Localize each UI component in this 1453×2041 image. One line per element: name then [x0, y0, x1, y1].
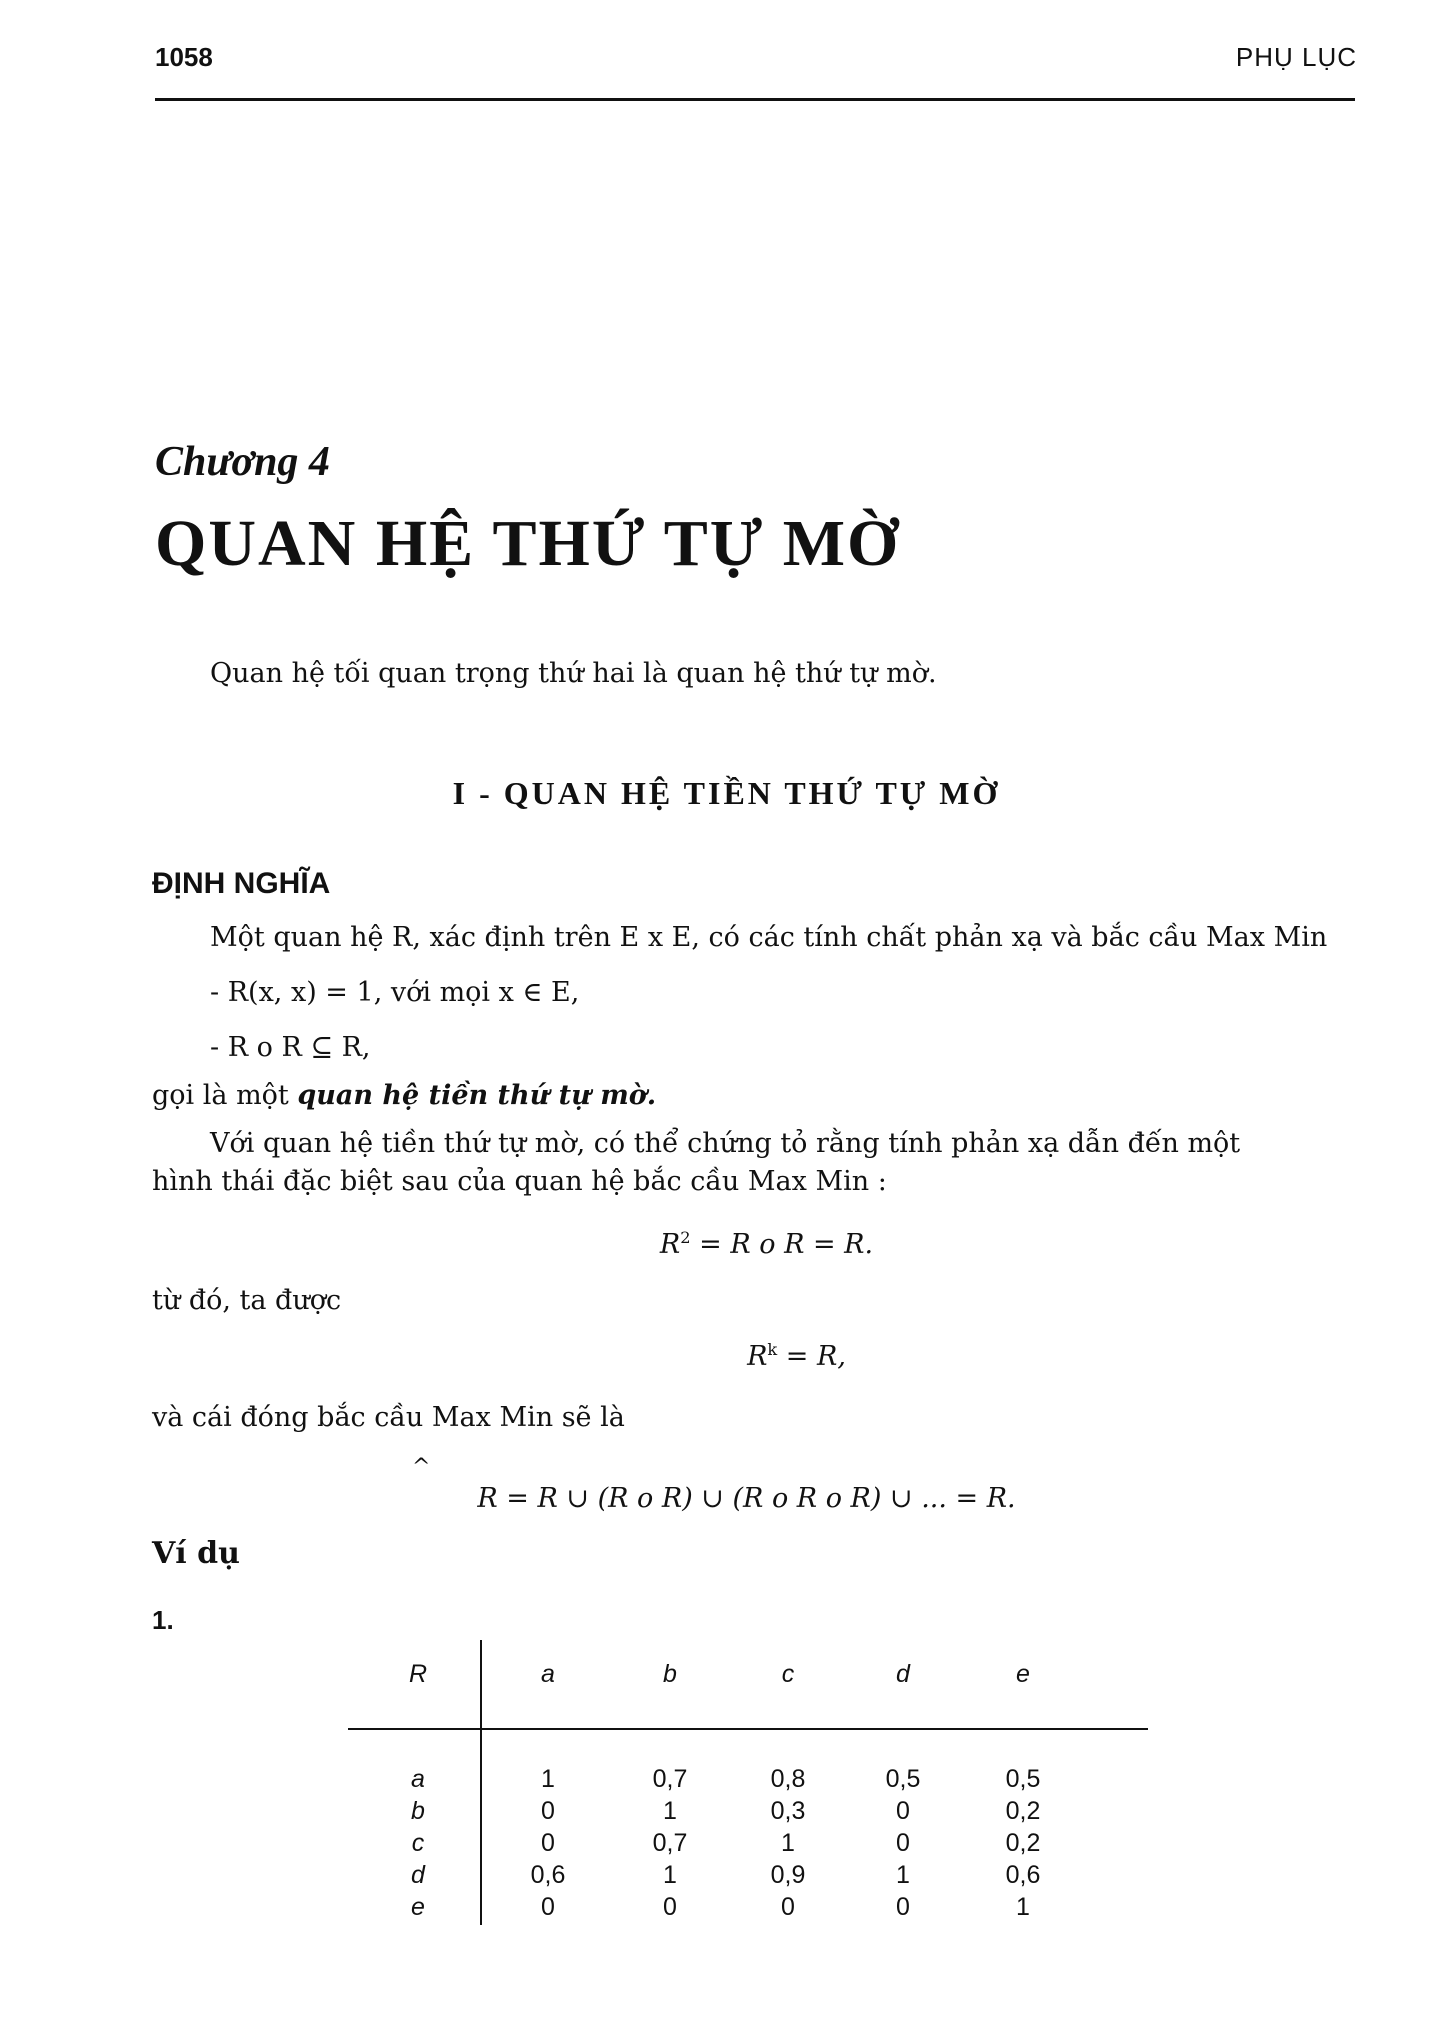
matrix-cell: 0 — [896, 1829, 910, 1857]
matrix-cell: 1 — [541, 1765, 555, 1793]
matrix-vertical-rule — [480, 1640, 482, 1925]
page-number: 1058 — [155, 42, 213, 72]
matrix-row-label: d — [411, 1861, 425, 1889]
matrix-column-header: b — [663, 1660, 677, 1688]
intro-text: Quan hệ tối quan trọng thứ hai là quan hệ thứ tự mờ. — [210, 658, 937, 689]
equation-2 — [0, 1340, 1453, 1372]
chapter-label: Chương 4 — [155, 439, 330, 485]
paragraph-2: từ đó, ta được — [152, 1285, 342, 1316]
matrix-row-label: e — [411, 1893, 425, 1921]
matrix-cell: 0,7 — [652, 1829, 688, 1857]
example-heading: Ví dụ — [152, 1536, 240, 1571]
equation-2-exponent: k — [767, 1340, 778, 1359]
matrix-horizontal-rule — [348, 1728, 1148, 1730]
paragraph-1-line-1: Với quan hệ tiền thứ tự mờ, có thể chứng tỏ rằng tính phản xạ dẫn đến một — [210, 1128, 1241, 1159]
definition-line-2: - R(x, x) = 1, với mọi x ∈ E, — [210, 977, 580, 1008]
matrix-cell: 0 — [896, 1797, 910, 1825]
relation-matrix — [348, 1640, 1148, 1940]
equation-3 — [0, 1483, 1453, 1514]
definition-line-1: Một quan hệ R, xác định trên E x E, có các tính chất phản xạ và bắc cầu Max Min — [210, 922, 1328, 953]
matrix-row-label: a — [411, 1765, 425, 1793]
equation-1 — [0, 1228, 1453, 1260]
definition-term: quan hệ tiền thứ tự mờ. — [297, 1080, 657, 1111]
matrix-cell: 0 — [896, 1893, 910, 1921]
example-number: 1. — [152, 1605, 174, 1635]
equation-3-text: R = R ∪ (R o R) ∪ (R o R o R) ∪ ... = R. — [477, 1483, 1016, 1514]
equation-1-rest: = R o R = R. — [690, 1229, 874, 1260]
matrix-column-header: c — [781, 1660, 795, 1688]
matrix-cell: 0 — [663, 1893, 677, 1921]
matrix-corner-label: R — [408, 1660, 428, 1688]
matrix-column-header: d — [896, 1660, 910, 1688]
equation-1-exponent: 2 — [680, 1228, 691, 1247]
matrix-cell: 1 — [1016, 1893, 1030, 1921]
equation-1-base: R — [659, 1229, 681, 1260]
header-rule — [155, 98, 1355, 101]
paragraph-3: và cái đóng bắc cầu Max Min sẽ là — [152, 1402, 625, 1433]
matrix-cell: 1 — [663, 1861, 677, 1889]
matrix-cell: 0,5 — [885, 1765, 921, 1793]
matrix-cell: 0,5 — [1005, 1765, 1041, 1793]
matrix-cell: 1 — [663, 1797, 677, 1825]
matrix-cell: 1 — [896, 1861, 910, 1889]
matrix-cell: 0 — [541, 1797, 555, 1825]
definition-line-3: - R o R ⊆ R, — [210, 1032, 371, 1063]
equation-2-base: R — [747, 1341, 768, 1372]
matrix-cell: 0,2 — [1005, 1829, 1041, 1857]
matrix-cell: 0 — [541, 1829, 555, 1857]
matrix-cell: 1 — [781, 1829, 795, 1857]
matrix-column-header: e — [1016, 1660, 1030, 1688]
section-heading: I - QUAN HỆ TIỀN THỨ TỰ MỜ — [452, 775, 1001, 811]
chapter-title: QUAN HỆ THỨ TỰ MỜ — [155, 507, 901, 580]
running-head: PHỤ LỤC — [1235, 42, 1357, 72]
equation-2-rest: = R, — [777, 1341, 846, 1372]
definition-line-4-prefix: gọi là một — [152, 1080, 298, 1111]
matrix-cell: 0 — [541, 1893, 555, 1921]
closure-hat: ^ — [412, 1455, 431, 1480]
matrix-cell: 0,3 — [770, 1797, 806, 1825]
matrix-cell: 0,9 — [770, 1861, 806, 1889]
matrix-row-label: b — [411, 1797, 425, 1825]
matrix-cell: 0,6 — [1005, 1861, 1041, 1889]
definition-line-4 — [152, 1080, 656, 1111]
matrix-row-label: c — [411, 1829, 425, 1857]
matrix-cell: 0,8 — [770, 1765, 806, 1793]
matrix-cell: 0,6 — [530, 1861, 566, 1889]
matrix-cell: 0,2 — [1005, 1797, 1041, 1825]
paragraph-1-line-2: hình thái đặc biệt sau của quan hệ bắc cầu Max Min : — [152, 1166, 887, 1197]
matrix-cell: 0,7 — [652, 1765, 688, 1793]
matrix-column-header: a — [541, 1660, 555, 1688]
definition-heading: ĐỊNH NGHĨA — [152, 867, 331, 900]
matrix-cell: 0 — [781, 1893, 795, 1921]
